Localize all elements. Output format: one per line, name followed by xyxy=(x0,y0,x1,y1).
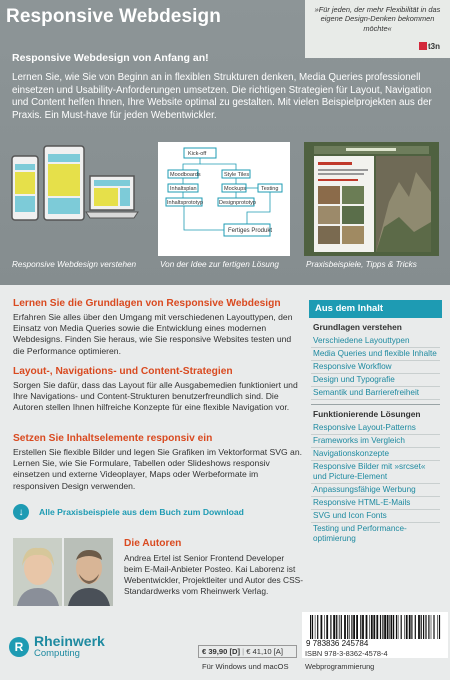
download-link[interactable] xyxy=(13,503,244,521)
authors-text: Andrea Ertel ist Senior Frontend Developer beim E-Mail-Anbieter Posteo. Kai Laborenz ist Webentwickler, Projektleiter und Autor des CSS-Standardwerks vom Rheinwerk Verlag. xyxy=(124,553,304,596)
book-category: Webprogrammierung xyxy=(305,662,375,671)
t3n-logo-icon xyxy=(419,42,427,50)
section-body-1: Erfahren Sie alles über den Umgang mit verschiedenen Layouttypen, den Einsatz von Media Queries sowie die Entwicklung eines modernen Webdesigns. Finden Sie heraus, wie Sie responsive Websites testen und die Performance optimieren. xyxy=(13,312,293,356)
publisher-brand: Rheinwerk xyxy=(34,633,105,649)
author-photos xyxy=(13,538,113,606)
panel-caption-1: Responsive Webdesign verstehen xyxy=(12,260,137,269)
sidebar-item: Responsive Layout-Patterns xyxy=(311,422,440,435)
workflow-diagram xyxy=(158,142,290,256)
flow-node-testing: Testing xyxy=(261,186,279,192)
flow-node-fertiges-produkt: Fertiges Produkt xyxy=(228,228,273,234)
flow-node-inhaltsplan: Inhaltsplan xyxy=(170,186,197,192)
author-portraits xyxy=(13,538,113,606)
panel-caption-2: Von der Idee zur fertigen Lösung xyxy=(160,260,279,269)
sidebar-item: Frameworks im Vergleich xyxy=(311,435,440,448)
sidebar-item: Anpassungsfähige Werbung xyxy=(311,484,440,497)
flow-node-kickoff: Kick-off xyxy=(188,151,207,157)
book-title: Responsive Webdesign xyxy=(6,6,221,27)
platforms-text: Für Windows und macOS xyxy=(202,662,289,671)
publisher-logo xyxy=(9,634,105,659)
sidebar-item: Responsive Bilder mit »srcset« und Picture-Element xyxy=(311,461,440,484)
panel-caption-3: Praxisbeispiele, Tipps & Tricks xyxy=(306,260,417,269)
isbn-number: ISBN 978-3-8362-4578-4 xyxy=(305,649,388,658)
contents-sidebar xyxy=(309,300,442,612)
sidebar-item: Design und Typografie xyxy=(311,374,440,387)
authors-heading: Die Autoren xyxy=(124,538,182,549)
intro-subtitle: Responsive Webdesign von Anfang an! xyxy=(12,52,209,64)
barcode-digits: 9 783836 245784 xyxy=(306,639,369,648)
publisher-imprint: Computing xyxy=(34,648,80,659)
flow-node-inhaltsprototyp: Inhaltsprototyp xyxy=(167,200,204,206)
section-body-2: Sorgen Sie dafür, dass das Layout für alle Ausgabemedien funktioniert und Ihre Navigations- und Content-Strukturen benutzerfreundlich sind. Die Autoren stellen Ihnen hilfreiche Konzepte für eine flexible Navigation vor. xyxy=(13,380,298,413)
sidebar-item: Responsive Workflow xyxy=(311,361,440,374)
sidebar-item: Semantik und Barrierefreiheit xyxy=(311,387,440,400)
rheinwerk-logo-icon: R xyxy=(9,637,29,657)
top-section xyxy=(0,0,450,285)
quote-text: »Für jeden, der mehr Flexibilität in das eigene Design-Denken bekommen möchte« xyxy=(314,5,441,33)
section-heading-3: Setzen Sie Inhaltselemente responsiv ein xyxy=(13,433,213,444)
section-body-3: Erstellen Sie flexible Bilder und legen Sie Grafiken im Vektorformat SVG an. Lernen Sie, wie Sie Formulare, Tabellen oder Slideshows responsiv einsetzen und externe Videoplayer, Maps oder Werbeformate im responsiven Design verwenden. xyxy=(13,447,302,491)
sidebar-group-title-2: Funktionierende Lösungen xyxy=(313,409,421,419)
review-quote xyxy=(305,0,450,58)
flow-node-mockups: Mockups xyxy=(224,186,247,192)
sidebar-item: Media Queries und flexible Inhalte xyxy=(311,348,440,361)
intro-text: Lernen Sie, wie Sie von Beginn an in flexiblen Strukturen denken, Media Queries professionell einsetzen und Usability-Anforderungen umsetzen. Die richtigen Strategien für Layout, Navigation und Content helfen Ihnen, Ihre Website optimal zu gestalten. Mit vielen Beispielprojekten aus der Praxis. Ein Must-have für jeden Webentwickler. xyxy=(12,72,432,122)
download-label: Alle Praxisbeispiele aus dem Buch zum Download xyxy=(39,507,244,517)
flow-node-designprototyp: Designprototyp xyxy=(219,200,256,206)
practice-examples-screenshot xyxy=(304,142,439,256)
price-de: € 39,90 [D] xyxy=(202,647,240,656)
download-icon: ↓ xyxy=(13,504,29,520)
section-heading-1: Lernen Sie die Grundlagen von Responsive Webdesign xyxy=(13,298,281,309)
website-screenshot xyxy=(304,142,439,256)
devices-illustration xyxy=(10,142,140,256)
flow-node-moodboards: Moodboards xyxy=(170,172,201,178)
section-heading-2: Layout-, Navigations- und Content-Strategien xyxy=(13,366,233,377)
price-at: € 41,10 [A] xyxy=(246,647,283,656)
sidebar-group-title-1: Grundlagen verstehen xyxy=(313,322,402,332)
price-box: € 39,90 [D] | € 41,10 [A] xyxy=(198,645,297,658)
sidebar-item: Testing und Performance-optimierung xyxy=(313,524,407,543)
responsive-devices-icon xyxy=(10,142,140,256)
workflow-flowchart xyxy=(158,142,290,256)
sidebar-item: Responsive HTML-E-Mails xyxy=(311,497,440,510)
flow-node-styletiles: Style Tiles xyxy=(224,172,250,178)
sidebar-item: Verschiedene Layouttypen xyxy=(311,335,440,348)
sidebar-item: SVG und Icon Fonts xyxy=(311,510,440,523)
sidebar-title: Aus dem Inhalt xyxy=(309,300,442,318)
quote-source: t3n xyxy=(419,42,440,52)
sidebar-item: Navigationskonzepte xyxy=(311,448,440,461)
